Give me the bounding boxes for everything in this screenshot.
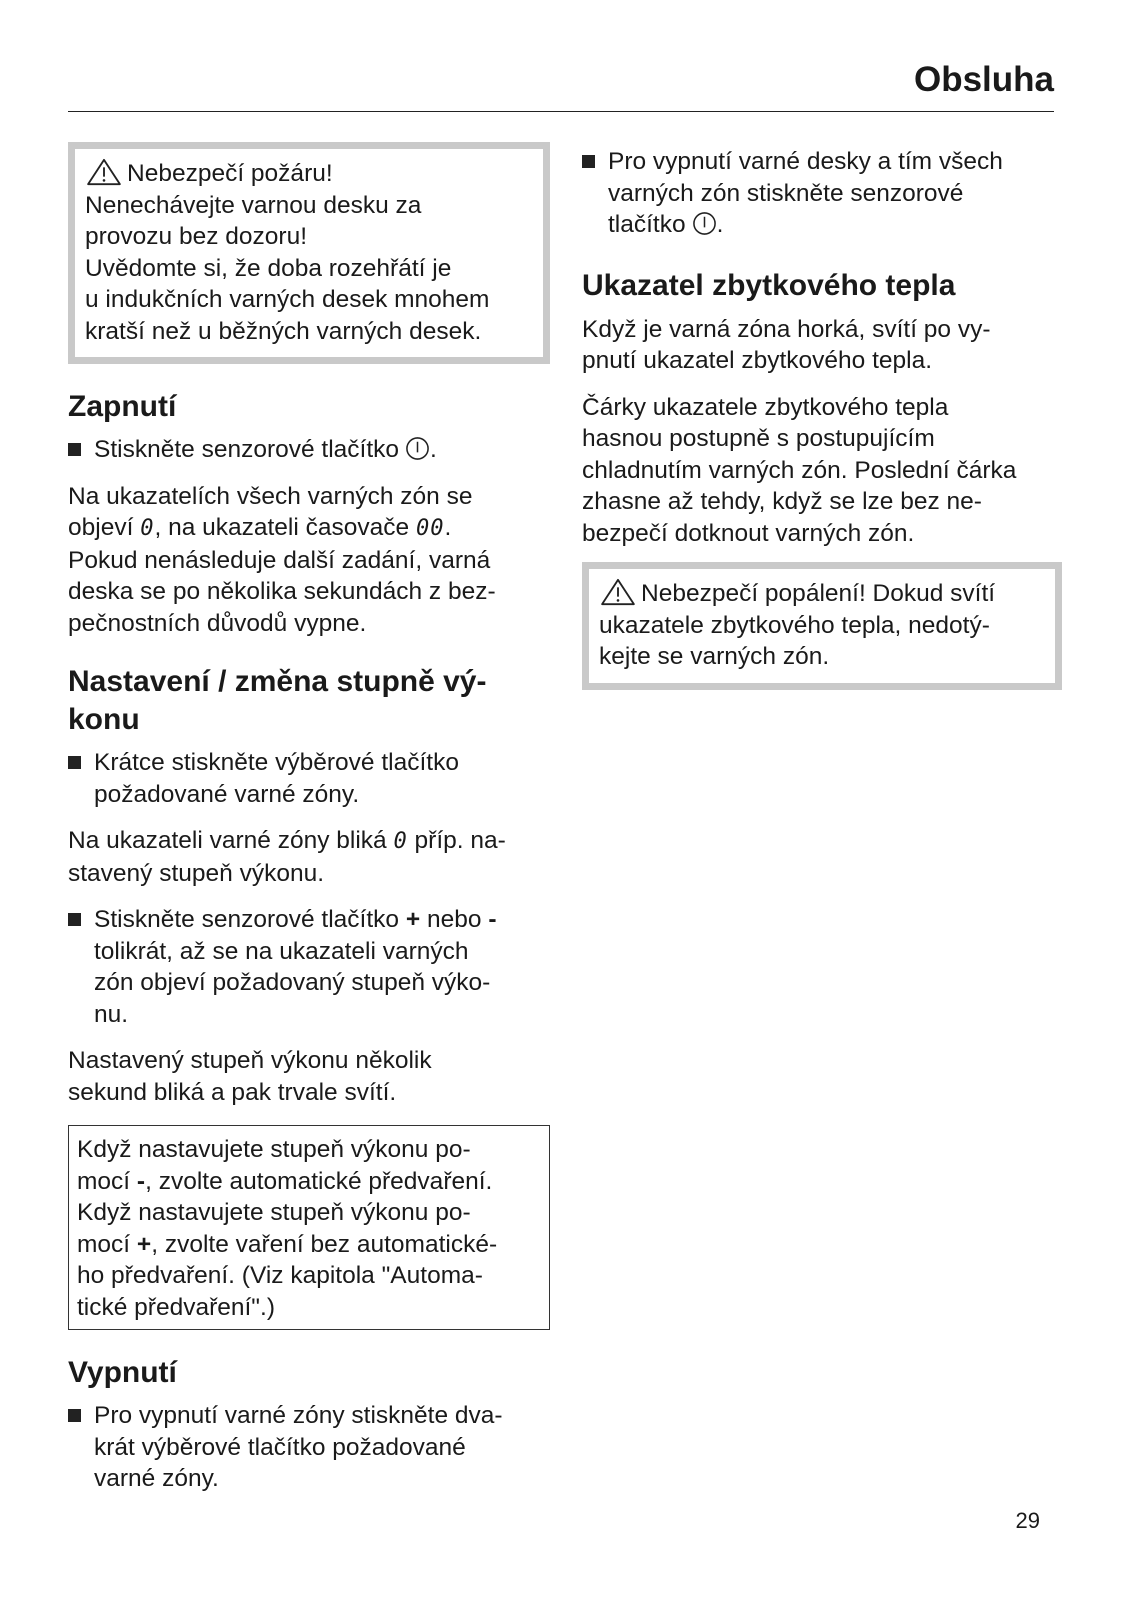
minus-symbol: - <box>488 906 497 933</box>
left-column <box>68 142 550 1495</box>
minus-symbol: - <box>136 1167 146 1195</box>
power-button-icon <box>692 211 717 236</box>
plus-symbol: + <box>405 906 421 933</box>
heading-nastaveni: Nastavení / změna stupně vý- konu <box>68 665 487 736</box>
fire-warning-box <box>68 142 550 364</box>
paragraph: Na ukazatelích všech varných zón se objeví 0, na ukazateli časovače 00. Pokud nenásleduje další zadání, varná deska se po několika sekundách z bez- pečnostních důvodů vypne. <box>68 482 496 637</box>
page-header <box>68 62 1054 112</box>
warning-line: u indukčních varných desek mnohem <box>85 286 490 313</box>
warning-title: Nebezpečí požáru! <box>127 160 333 187</box>
paragraph: Čárky ukazatele zbytkového tepla hasnou postupně s postupujícím chladnutím varných zón. Poslední čárka zhasne až tehdy, když se lze bez ne- bezpečí dotknout varných zón. <box>582 393 1017 547</box>
note-box: Když nastavujete stupeň výkonu po- mocí -, zvolte automatické předvaření. Když nastavujete stupeň výkonu po- mocí +, zvolte vaření bez automatické- ho předvaření. (Viz kapitola "Automa- tické předvaření".) <box>68 1125 550 1330</box>
display-digit: 0 <box>393 829 408 854</box>
bullet-square-icon <box>68 443 81 456</box>
heading-ukazatel: Ukazatel zbytkového tepla <box>582 268 956 302</box>
section-title: Obsluha <box>913 60 1054 99</box>
bullet-item: Pro vypnutí varné zóny stiskněte dva- krát výběrové tlačítko požadované varné zóny. <box>68 1400 550 1495</box>
warning-line: kratší než u běžných varných desek. <box>85 317 482 345</box>
plus-symbol: + <box>136 1230 152 1258</box>
warning-line: Uvědomte si, že doba rozehřátí je <box>85 254 452 282</box>
display-digit: 0 <box>140 516 155 541</box>
bullet-square-icon <box>68 1409 81 1422</box>
bullet-item: Stiskněte senzorové tlačítko + nebo - tolikrát, až se na ukazateli varných zón objeví požadovaný stupeň výko- nu. <box>68 904 550 1030</box>
power-button-icon <box>405 436 430 461</box>
warning-line: provozu bez dozoru! <box>85 223 307 250</box>
paragraph: Nastavený stupeň výkonu několik sekund bliká a pak trvale svítí. <box>68 1047 432 1106</box>
burn-warning-box: Nebezpečí popálení! Dokud svítí ukazatele zbytkového tepla, nedotý- kejte se varných zón. <box>582 562 1062 690</box>
bullet-square-icon <box>68 913 81 926</box>
paragraph: Na ukazateli varné zóny bliká 0 příp. na- stavený stupeň výkonu. <box>68 827 506 887</box>
bullet-item: Stiskněte senzorové tlačítko . <box>68 434 550 466</box>
bullet-square-icon <box>582 155 595 168</box>
right-column <box>582 142 1062 690</box>
page-number: 29 <box>1015 1508 1040 1533</box>
warning-triangle-icon <box>85 158 123 186</box>
warning-triangle-icon <box>599 578 637 606</box>
paragraph: Když je varná zóna horká, svítí po vy- pnutí ukazatel zbytkového tepla. <box>582 315 991 374</box>
warning-line: Nenechávejte varnou desku za <box>85 191 422 219</box>
bullet-square-icon <box>68 756 81 769</box>
heading-vypnuti: Vypnutí <box>68 1356 177 1389</box>
heading-zapnuti: Zapnutí <box>68 390 177 423</box>
bullet-item: Pro vypnutí varné desky a tím všech varných zón stiskněte senzorové tlačítko . <box>582 146 1062 241</box>
bullet-item: Krátce stiskněte výběrové tlačítko požadované varné zóny. <box>68 747 550 810</box>
display-digit: 00 <box>415 516 445 541</box>
